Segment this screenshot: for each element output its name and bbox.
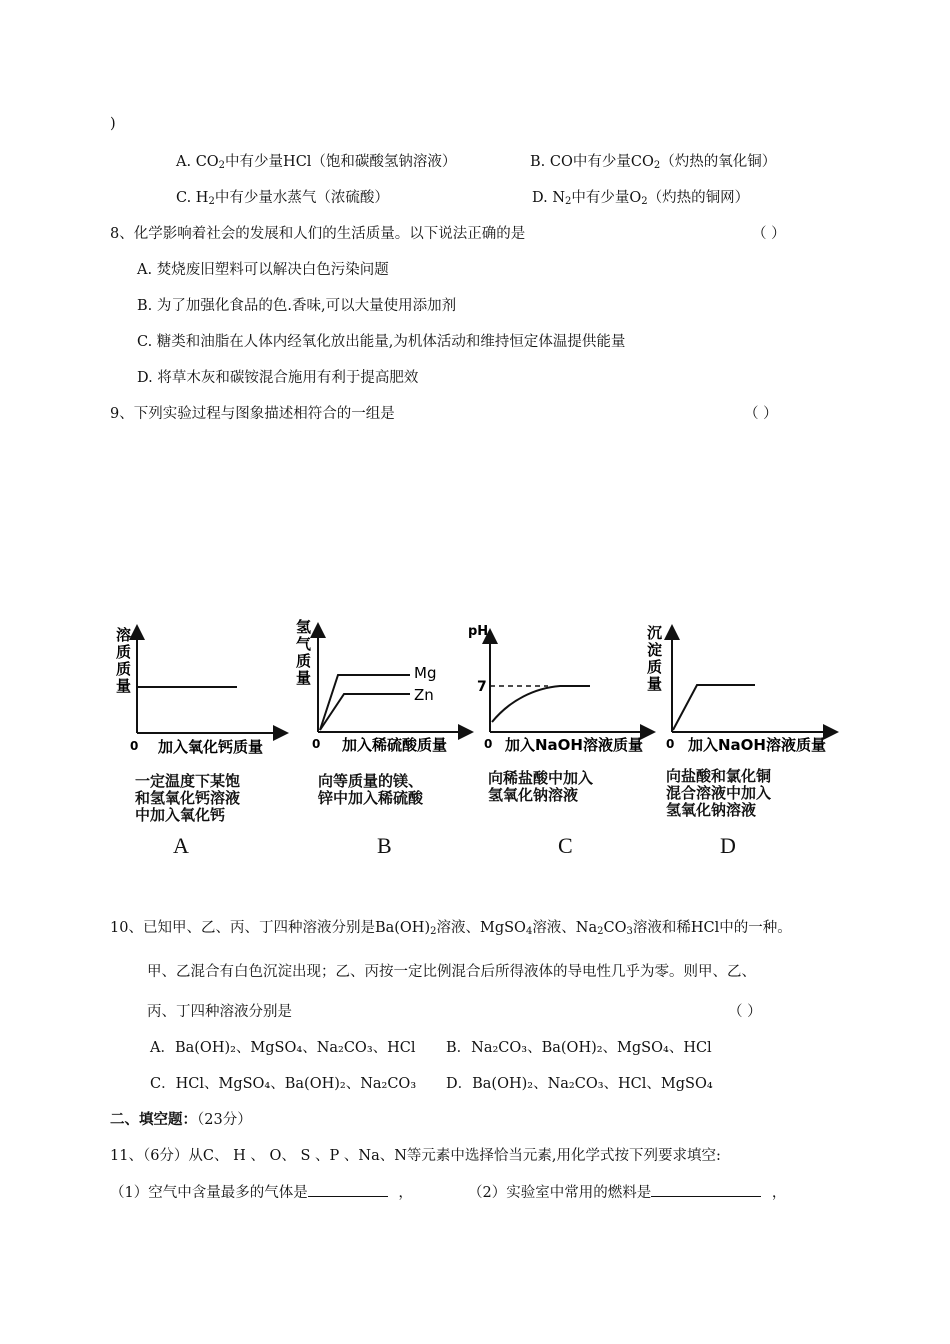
q10-line-3: 丙、丁四种溶液分别是 [147, 1004, 292, 1020]
graph-d-curve [673, 685, 755, 730]
q11-item-1: （1）空气中含量最多的气体是 ， [110, 1182, 413, 1203]
graph-b-curve-mg [320, 675, 410, 730]
graph-a-caption: 一定温度下某饱 和氢氧化钙溶液 中加入氧化钙 [135, 772, 241, 824]
graph-b-ylabel-2: 气 [296, 635, 312, 653]
q8-option-b: B. 为了加强化食品的色.香味,可以大量使用添加剂 [137, 298, 457, 314]
q8-option-d: D. 将草木灰和碳铵混合施用有利于提高肥效 [137, 370, 419, 386]
q11-stem: 11、（6分）从C、 H 、 O、 S 、P 、Na、N等元素中选择恰当元素,用化学式按下列要求填空: [110, 1148, 721, 1164]
q7-close-paren: ) [110, 116, 116, 132]
graph-b-series-mg: Mg [414, 664, 437, 682]
q11-blank-2[interactable] [651, 1182, 761, 1197]
q10-answer-paren: （ ） [728, 1004, 762, 1020]
q11-blank-1[interactable] [308, 1182, 388, 1197]
graph-a-ylabel-2: 质 [116, 643, 132, 661]
graph-a-origin: 0 [130, 739, 139, 753]
graph-b-caption: 向等质量的镁、 锌中加入稀硫酸 [318, 772, 424, 807]
q10-option-a: A．Ba(OH)₂、MgSO₄、Na₂CO₃、HCl [150, 1040, 416, 1056]
graph-d-ylabel-1: 沉 [647, 624, 663, 642]
graph-d-ylabel-2: 淀 [647, 641, 663, 659]
q7-option-d: D. $N_2$中有少量$O_2$（灼热的铜网） [532, 190, 750, 207]
q8-option-a: A. 焚烧废旧塑料可以解决白色污染问题 [137, 262, 389, 278]
graph-a-xlabel: 加入氧化钙质量 [158, 738, 264, 756]
graph-c-curve [492, 686, 590, 722]
q8-stem: 8、化学影响着社会的发展和人们的生活质量。以下说法正确的是 [110, 226, 526, 242]
graph-b-ylabel-1: 氢 [296, 618, 312, 636]
graph-c-xlabel: 加入NaOH溶液质量 [505, 736, 643, 754]
graph-c-letter: C [558, 833, 573, 858]
q10-option-c: C．HCl、MgSO₄、Ba(OH)₂、Na₂CO₃ [150, 1076, 417, 1092]
graph-d-origin: 0 [666, 737, 675, 751]
q10-line-2: 甲、乙混合有白色沉淀出现；乙、丙按一定比例混合后所得液体的导电性几乎为零。则甲、乙、 [147, 964, 756, 980]
graph-b-xlabel: 加入稀硫酸质量 [342, 736, 448, 754]
q10-option-d: D．Ba(OH)₂、Na₂CO₃、HCl、MgSO₄ [446, 1076, 713, 1092]
graph-d [647, 624, 835, 754]
graph-a-ylabel-1: 溶 [116, 626, 132, 644]
q8-option-c: C. 糖类和油脂在人体内经氧化放出能量,为机体活动和维持恒定体温提供能量 [137, 334, 626, 350]
q7-option-b: B. CO中有少量$CO_2$（灼热的氧化铜） [530, 154, 777, 171]
graph-d-caption: 向盐酸和氯化铜 混合溶液中加入 氢氧化钠溶液 [666, 767, 772, 819]
section-2-heading: 二、填空题：（23分） [110, 1111, 252, 1128]
graph-c [468, 624, 652, 754]
graph-a-ylabel-3: 质 [116, 660, 132, 678]
q10-line-1: 10、已知甲、乙、丙、丁四种溶液分别是$Ba(OH)_2$溶液、MgSO$_4$溶液、$Na_2CO_3$溶液和稀HCl中的一种。 [110, 920, 792, 937]
graph-d-ylabel-3: 质 [647, 658, 663, 676]
graph-a [116, 626, 285, 756]
graph-b-curve-zn [320, 694, 410, 730]
graph-b-letter: B [377, 833, 392, 858]
graph-d-ylabel-4: 量 [647, 675, 663, 693]
q9-graphs [0, 610, 950, 870]
graph-c-tick-7: 7 [477, 679, 487, 695]
q9-stem: 9、下列实验过程与图象描述相符合的一组是 [110, 406, 395, 422]
graph-d-letter: D [720, 833, 736, 858]
graph-c-caption: 向稀盐酸中加入 氢氧化钠溶液 [488, 769, 594, 804]
graph-d-xlabel: 加入NaOH溶液质量 [688, 736, 826, 754]
graph-a-ylabel-4: 量 [116, 677, 132, 695]
q7-option-c: C. $H_2$中有少量水蒸气（浓硫酸） [176, 190, 389, 207]
q9-answer-paren: （ ） [744, 406, 778, 422]
graph-b [296, 618, 470, 754]
graph-c-origin: 0 [484, 737, 493, 751]
graph-b-series-zn: Zn [414, 686, 434, 704]
q10-option-b: B．Na₂CO₃、Ba(OH)₂、MgSO₄、HCl [446, 1040, 712, 1056]
q8-answer-paren: （ ） [752, 226, 786, 242]
graph-b-ylabel-3: 质 [296, 652, 312, 670]
graph-b-ylabel-4: 量 [296, 669, 312, 687]
graph-a-letter: A [173, 833, 189, 858]
q7-option-a: A. $CO_2$中有少量HCl（饱和碳酸氢钠溶液） [176, 154, 457, 171]
q11-item-2: （2）实验室中常用的燃料是 ， [468, 1182, 786, 1203]
graph-c-ylabel: pH [468, 624, 489, 639]
graph-b-origin: 0 [312, 737, 321, 751]
